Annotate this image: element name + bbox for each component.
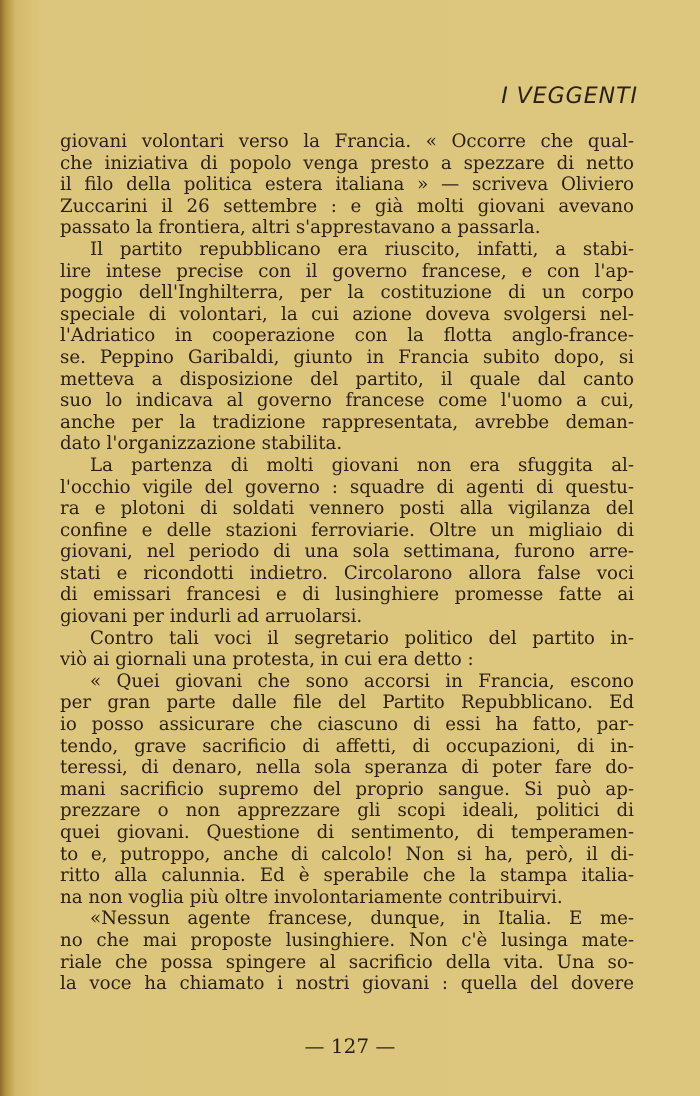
text-line: viò ai giornali una protesta, in cui era detto : — [60, 649, 474, 671]
text-line: Il partito repubblicano era riuscito, infatti, a stabi- — [90, 238, 634, 260]
text-line: Contro tali voci il segretario politico del partito in- — [90, 627, 634, 649]
text-line: poggio dell'Inghilterra, per la costituzione di un corpo — [60, 282, 634, 304]
text-line: dato l'organizzazione stabilita. — [60, 433, 343, 455]
text-line: no che mai proposte lusinghiere. Non c'è lusinga mate- — [60, 929, 634, 951]
text-line: quei giovani. Questione di sentimento, di temperamen- — [60, 822, 634, 843]
text-line: giovani volontari verso la Francia. « Occorre che qual- — [60, 131, 634, 152]
text-line: che iniziativa di popolo venga presto a spezzare di netto — [60, 152, 634, 174]
text-line: ra e plotoni di soldati vennero posti alla vigilanza del — [60, 498, 634, 520]
page-number: — 127 — — [304, 1034, 396, 1058]
text-line: na non voglia più oltre involontariamente contribuirvi. — [60, 886, 563, 908]
text-line: teressi, di denaro, nella sola speranza di poter fare do- — [60, 757, 634, 779]
text-line: di emissari francesi e di lusinghiere promesse fatte ai — [60, 584, 634, 606]
text-line: to e, putroppo, anche di calcolo! Non si ha, però, il di- — [60, 843, 634, 865]
text-line: per gran parte dalle file del Partito Repubblicano. Ed — [60, 692, 634, 714]
text-line: lire intese precise con il governo francese, e con l'ap- — [60, 260, 634, 282]
text-line: « Quei giovani che sono accorsi in Francia, escono — [90, 670, 634, 692]
running-head: I VEGGENTI — [501, 84, 638, 109]
text-line: stati e ricondotti indietro. Circolarono allora false voci — [60, 562, 634, 584]
text-line: io posso assicurare che ciascuno di essi ha fatto, par- — [60, 714, 634, 736]
text-line: La partenza di molti giovani non era sfuggita al- — [90, 454, 634, 476]
text-line: speciale di volontari, la cui azione doveva svolgersi nel- — [60, 303, 634, 325]
text-line: «Nessun agente francese, dunque, in Italia. E me- — [90, 908, 634, 930]
text-line: l'occhio vigile del governo : squadre di agenti di questu- — [60, 476, 634, 498]
text-line: l'Adriatico in cooperazione con la flotta anglo-france- — [60, 325, 634, 347]
text-line: prezzare o non apprezzare gli scopi ideali, politici di — [60, 800, 634, 822]
text-line: giovani, nel periodo di una sola settimana, furono arre- — [60, 541, 634, 563]
text-line: anche per la tradizione rappresentata, avrebbe deman- — [60, 411, 634, 433]
text-line: giovani per indurli ad arruolarsi. — [60, 606, 363, 628]
text-line: metteva a disposizione del partito, il quale dal canto — [60, 368, 634, 390]
body-text — [60, 131, 634, 995]
text-line: confine e delle stazioni ferroviarie. Oltre un migliaio di — [60, 519, 634, 541]
text-line: suo lo indicava al governo francese come l'uomo a cui, — [60, 390, 634, 412]
text-line: ritto alla calunnia. Ed è sperabile che la stampa italia- — [60, 865, 634, 887]
text-line: se. Peppino Garibaldi, giunto in Francia subito dopo, si — [60, 346, 634, 368]
text-line: tendo, grave sacrificio di affetti, di occupazioni, di in- — [60, 735, 634, 757]
text-line: mani sacrificio supremo del proprio sangue. Si può ap- — [60, 778, 634, 800]
text-line: riale che possa spingere al sacrificio della vita. Una so- — [60, 951, 634, 973]
text-line: Zuccarini il 26 settembre : e già molti giovani avevano — [60, 195, 634, 217]
text-line: la voce ha chiamato i nostri giovani : quella del dovere — [60, 973, 634, 995]
text-line: passato la frontiera, altri s'apprestavano a passarla. — [60, 217, 541, 239]
text-line: il filo della politica estera italiana » — scriveva Oliviero — [60, 174, 634, 196]
